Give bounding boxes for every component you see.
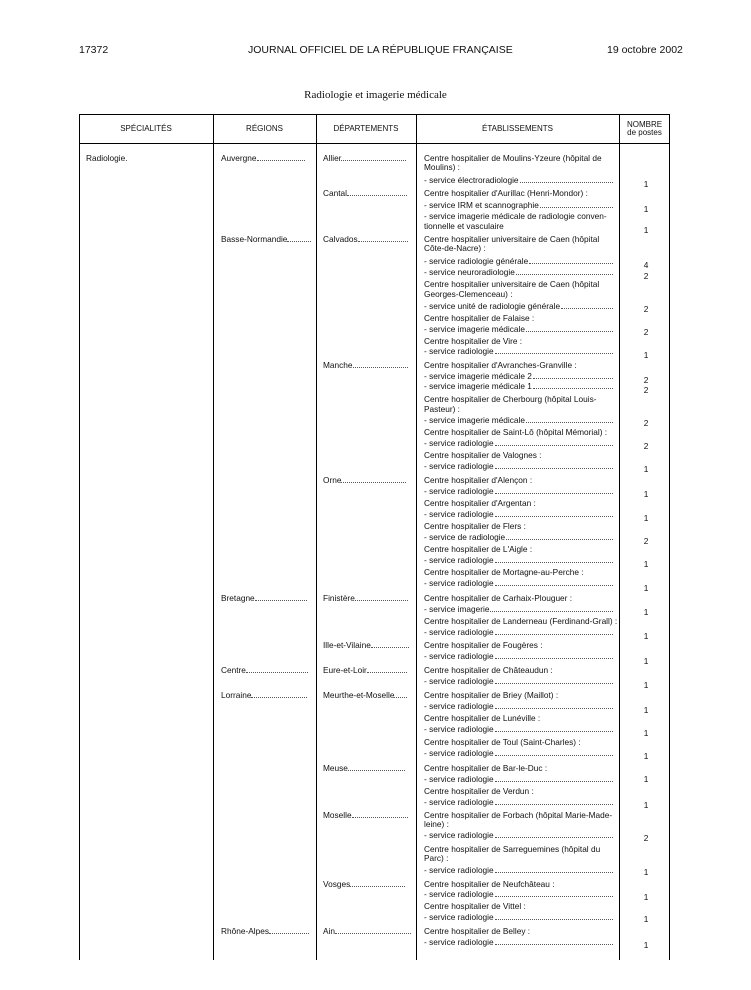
establishment-text: Centre hospitalier d'Argentan : bbox=[424, 498, 536, 508]
establishment-text: Centre hospitalier de Falaise : bbox=[424, 313, 535, 323]
establishment-line bbox=[424, 617, 617, 626]
establishment-text: Centre hospitalier de Vittel : bbox=[424, 901, 526, 911]
establishment-text: Centre hospitalier de Briey (Maillot) : bbox=[424, 690, 559, 700]
department-label: Calvados bbox=[323, 234, 358, 244]
department-label: Manche bbox=[323, 360, 353, 370]
post-count: 1 bbox=[643, 800, 649, 810]
establishment-line bbox=[424, 854, 448, 863]
establishment-line bbox=[424, 222, 504, 231]
establishment-text: Centre hospitalier de Carhaix-Plouguer : bbox=[424, 593, 573, 603]
department-cell bbox=[323, 235, 408, 244]
establishment-line bbox=[424, 820, 449, 829]
establishment-text: - service radiologie bbox=[424, 797, 494, 807]
department-label: Finistère bbox=[323, 593, 355, 603]
establishment-line bbox=[424, 545, 532, 554]
post-count: 1 bbox=[643, 607, 649, 617]
post-count: 2 bbox=[643, 441, 649, 451]
establishment-text: - service radiologie bbox=[424, 578, 494, 588]
establishment-line bbox=[424, 594, 572, 603]
establishment-text: - service radiologie bbox=[424, 509, 494, 519]
establishment-text: Centre hospitalier de Fougères : bbox=[424, 640, 543, 650]
post-count: 2 bbox=[643, 327, 649, 337]
column-header-departements: DÉPARTEMENTS bbox=[333, 123, 399, 133]
department-label: Vosges bbox=[323, 879, 351, 889]
service-line bbox=[424, 890, 613, 899]
department-cell bbox=[323, 361, 408, 370]
establishment-line bbox=[424, 451, 541, 460]
establishment-text: Centre hospitalier de Lunéville : bbox=[424, 713, 541, 723]
establishment-text: - service radiologie bbox=[424, 830, 494, 840]
post-count: 1 bbox=[643, 680, 649, 690]
department-cell bbox=[323, 666, 407, 675]
establishment-text: Centre hospitalier de Saint-Lô (hôpital Mémorial) : bbox=[424, 427, 608, 437]
establishment-text: - service radiologie bbox=[424, 774, 494, 784]
establishment-text: Centre hospitalier de Forbach (hôpital Marie-Made- bbox=[424, 810, 613, 820]
post-count: 1 bbox=[643, 867, 649, 877]
service-line bbox=[424, 677, 613, 686]
establishment-line bbox=[424, 280, 599, 289]
establishment-text: - service neuroradiologie bbox=[424, 267, 515, 277]
service-line bbox=[424, 462, 613, 471]
establishment-text: - service de radiologie bbox=[424, 532, 506, 542]
column-divider bbox=[213, 114, 214, 960]
establishment-line bbox=[424, 787, 534, 796]
service-line bbox=[424, 866, 613, 875]
column-header-etablissements: ÉTABLISSEMENTS bbox=[482, 123, 553, 133]
establishment-text: Centre hospitalier de Cherbourg (hôpital Louis- bbox=[424, 394, 597, 404]
table-title: Radiologie et imagerie médicale bbox=[304, 89, 447, 101]
service-line bbox=[424, 302, 613, 311]
column-header-nombre-line1: NOMBRE bbox=[626, 119, 663, 129]
establishment-line bbox=[424, 395, 597, 404]
department-label: Ain bbox=[323, 926, 335, 936]
establishment-text: - service radiologie bbox=[424, 865, 494, 875]
post-count: 1 bbox=[643, 892, 649, 902]
post-count: 1 bbox=[643, 940, 649, 950]
region-cell bbox=[221, 235, 311, 244]
post-count: 2 bbox=[643, 418, 649, 428]
post-count: 2 bbox=[643, 271, 649, 281]
department-label: Eure-et-Loir bbox=[323, 665, 367, 675]
establishment-text: Centre hospitalier universitaire de Caen (hôpital bbox=[424, 279, 600, 289]
service-line bbox=[424, 725, 613, 734]
column-header-nombre bbox=[619, 114, 670, 143]
post-count: 2 bbox=[643, 375, 649, 385]
establishment-text: - service imagerie médicale 1 bbox=[424, 381, 532, 391]
service-line bbox=[424, 372, 613, 381]
service-line bbox=[424, 702, 613, 711]
service-line bbox=[424, 652, 613, 661]
department-cell bbox=[323, 927, 411, 936]
post-count: 2 bbox=[643, 833, 649, 843]
service-line bbox=[424, 268, 613, 277]
establishment-text: Centre hospitalier de Landerneau (Ferdinand-Grall) : bbox=[424, 616, 618, 626]
column-header-nombre-line2: de postes bbox=[627, 127, 662, 137]
department-label: Moselle bbox=[323, 810, 352, 820]
establishment-text: - service radiologie bbox=[424, 676, 494, 686]
establishment-line bbox=[424, 927, 530, 936]
post-count: 1 bbox=[643, 705, 649, 715]
post-count: 1 bbox=[643, 179, 649, 189]
post-count: 1 bbox=[643, 513, 649, 523]
establishment-text: Centre hospitalier de L'Aigle : bbox=[424, 544, 533, 554]
establishment-line bbox=[424, 244, 486, 253]
establishment-text: Pasteur) : bbox=[424, 404, 460, 414]
service-line bbox=[424, 201, 613, 210]
service-line bbox=[424, 533, 613, 542]
establishment-text: Côte-de-Nacre) : bbox=[424, 243, 486, 253]
establishment-line bbox=[424, 666, 553, 675]
establishment-line bbox=[424, 568, 584, 577]
establishment-line bbox=[424, 361, 577, 370]
establishment-line bbox=[424, 314, 534, 323]
service-line bbox=[424, 775, 613, 784]
establishment-line bbox=[424, 714, 540, 723]
department-cell bbox=[323, 476, 406, 485]
establishment-line bbox=[424, 845, 600, 854]
region-cell bbox=[221, 666, 308, 675]
establishment-text: - service radiologie bbox=[424, 889, 494, 899]
establishment-text: - service radiologie bbox=[424, 346, 494, 356]
service-line bbox=[424, 605, 613, 614]
region-cell bbox=[221, 927, 309, 936]
establishment-line bbox=[424, 189, 588, 198]
establishment-text: - service unité de radiologie générale bbox=[424, 301, 561, 311]
establishment-line bbox=[424, 738, 581, 747]
establishment-text: - service imagerie médicale de radiologie conven- bbox=[424, 211, 607, 221]
department-cell bbox=[323, 811, 408, 820]
column-header-specialites: SPÉCIALITÉS bbox=[120, 123, 172, 133]
establishment-text: Centre hospitalier de Mortagne-au-Perche : bbox=[424, 567, 584, 577]
establishment-text: Parc) : bbox=[424, 853, 449, 863]
service-line bbox=[424, 439, 613, 448]
service-line bbox=[424, 749, 613, 758]
service-line bbox=[424, 325, 613, 334]
establishment-text: Georges-Clemenceau) : bbox=[424, 289, 513, 299]
region-cell bbox=[221, 594, 307, 603]
establishment-text: - service radiologie bbox=[424, 937, 494, 947]
service-line bbox=[424, 382, 613, 391]
post-count: 1 bbox=[643, 489, 649, 499]
specialty-cell: Radiologie. bbox=[86, 153, 128, 163]
department-cell bbox=[323, 880, 405, 889]
establishment-text: - service électroradiologie bbox=[424, 175, 519, 185]
region-label: Auvergne bbox=[221, 153, 257, 163]
department-label: Allier bbox=[323, 153, 342, 163]
establishment-text: - service radiologie générale bbox=[424, 256, 529, 266]
post-count: 1 bbox=[643, 350, 649, 360]
establishment-text: - service imagerie bbox=[424, 604, 490, 614]
establishment-line bbox=[424, 522, 526, 531]
region-label: Bretagne bbox=[221, 593, 255, 603]
column-divider bbox=[416, 114, 417, 960]
establishment-text: leine) : bbox=[424, 819, 449, 829]
establishment-text: - service radiologie bbox=[424, 701, 494, 711]
establishment-text: - service IRM et scannographie bbox=[424, 200, 539, 210]
service-line bbox=[424, 487, 613, 496]
establishment-text: Centre hospitalier universitaire de Caen (hôpital bbox=[424, 234, 600, 244]
service-line bbox=[424, 798, 613, 807]
establishment-text: - service imagerie médicale 2 bbox=[424, 371, 532, 381]
establishment-text: Centre hospitalier de Bar-le-Duc : bbox=[424, 763, 548, 773]
establishment-text: Moulins) : bbox=[424, 162, 460, 172]
establishment-line bbox=[424, 476, 532, 485]
establishment-text: Centre hospitalier de Belley : bbox=[424, 926, 531, 936]
department-label: Cantal bbox=[323, 188, 347, 198]
post-count: 1 bbox=[643, 656, 649, 666]
region-label: Lorraine bbox=[221, 690, 252, 700]
establishment-text: - service radiologie bbox=[424, 748, 494, 758]
establishment-line bbox=[424, 691, 558, 700]
department-cell bbox=[323, 154, 406, 163]
service-line bbox=[424, 176, 613, 185]
establishment-text: - service radiologie bbox=[424, 627, 494, 637]
column-divider bbox=[619, 114, 620, 960]
establishment-text: - service radiologie bbox=[424, 555, 494, 565]
region-label: Basse-Normandie bbox=[221, 234, 288, 244]
post-count: 1 bbox=[643, 751, 649, 761]
establishment-text: Centre hospitalier de Toul (Saint-Charles) : bbox=[424, 737, 581, 747]
page-number: 17372 bbox=[79, 44, 109, 56]
establishment-text: - service radiologie bbox=[424, 486, 494, 496]
department-label: Ille-et-Vilaine bbox=[323, 640, 371, 650]
service-line bbox=[424, 347, 613, 356]
region-label: Rhône-Alpes bbox=[221, 926, 269, 936]
establishment-text: tionnelle et vasculaire bbox=[424, 221, 504, 231]
establishment-line bbox=[424, 902, 526, 911]
header-divider bbox=[79, 143, 670, 144]
establishment-text: Centre hospitalier de Vire : bbox=[424, 336, 523, 346]
department-cell bbox=[323, 691, 407, 700]
establishment-text: Centre hospitalier d'Avranches-Granville : bbox=[424, 360, 577, 370]
service-line bbox=[424, 579, 613, 588]
post-count: 1 bbox=[643, 583, 649, 593]
establishment-text: Centre hospitalier de Neufchâteau : bbox=[424, 879, 555, 889]
service-line bbox=[424, 257, 613, 266]
establishment-line bbox=[424, 163, 460, 172]
post-count: 2 bbox=[643, 304, 649, 314]
post-count: 1 bbox=[643, 728, 649, 738]
post-count: 2 bbox=[643, 536, 649, 546]
service-line bbox=[424, 628, 613, 637]
establishment-text: Centre hospitalier de Châteaudun : bbox=[424, 665, 553, 675]
service-line bbox=[424, 831, 613, 840]
post-count: 2 bbox=[643, 385, 649, 395]
service-line bbox=[424, 510, 613, 519]
department-cell bbox=[323, 641, 409, 650]
column-divider bbox=[316, 114, 317, 960]
establishment-line bbox=[424, 499, 536, 508]
region-cell bbox=[221, 154, 305, 163]
post-count: 1 bbox=[643, 225, 649, 235]
service-line bbox=[424, 938, 613, 947]
post-count: 1 bbox=[643, 914, 649, 924]
establishment-text: - service radiologie bbox=[424, 438, 494, 448]
region-label: Centre bbox=[221, 665, 246, 675]
post-count: 1 bbox=[643, 631, 649, 641]
service-line bbox=[424, 913, 613, 922]
department-label: Orne bbox=[323, 475, 342, 485]
establishment-line bbox=[424, 641, 543, 650]
service-line bbox=[424, 212, 607, 221]
establishment-text: Centre hospitalier d'Aurillac (Henri-Mondor) : bbox=[424, 188, 588, 198]
department-cell bbox=[323, 764, 405, 773]
department-label: Meuse bbox=[323, 763, 348, 773]
establishment-text: Centre hospitalier de Verdun : bbox=[424, 786, 534, 796]
post-count: 1 bbox=[643, 464, 649, 474]
journal-title: JOURNAL OFFICIEL DE LA RÉPUBLIQUE FRANÇAISE bbox=[248, 44, 513, 56]
establishment-text: Centre hospitalier de Moulins-Yzeure (hôpital de bbox=[424, 153, 602, 163]
establishment-text: Centre hospitalier de Valognes : bbox=[424, 450, 542, 460]
establishment-text: - service radiologie bbox=[424, 724, 494, 734]
establishment-text: Centre hospitalier de Sarreguemines (hôpital du bbox=[424, 844, 601, 854]
department-cell bbox=[323, 189, 407, 198]
region-cell bbox=[221, 691, 307, 700]
establishment-text: Centre hospitalier d'Alençon : bbox=[424, 475, 533, 485]
establishment-text: - service radiologie bbox=[424, 461, 494, 471]
establishment-text: - service imagerie médicale bbox=[424, 324, 525, 334]
service-line bbox=[424, 556, 613, 565]
establishment-line bbox=[424, 764, 547, 773]
post-count: 1 bbox=[643, 774, 649, 784]
establishment-line bbox=[424, 811, 612, 820]
establishment-text: - service imagerie médicale bbox=[424, 415, 525, 425]
department-label: Meurthe-et-Moselle bbox=[323, 690, 395, 700]
establishment-line bbox=[424, 880, 555, 889]
establishment-line bbox=[424, 405, 460, 414]
establishment-text: Centre hospitalier de Flers : bbox=[424, 521, 526, 531]
service-line bbox=[424, 416, 613, 425]
establishment-line bbox=[424, 337, 522, 346]
issue-date: 19 octobre 2002 bbox=[607, 44, 683, 56]
department-cell bbox=[323, 594, 408, 603]
post-count: 1 bbox=[643, 204, 649, 214]
establishment-text: - service radiologie bbox=[424, 912, 494, 922]
establishment-line bbox=[424, 428, 607, 437]
post-count: 1 bbox=[643, 559, 649, 569]
column-header-regions: RÉGIONS bbox=[246, 123, 283, 133]
establishment-line bbox=[424, 290, 513, 299]
post-count: 4 bbox=[643, 260, 649, 270]
establishment-text: - service radiologie bbox=[424, 651, 494, 661]
